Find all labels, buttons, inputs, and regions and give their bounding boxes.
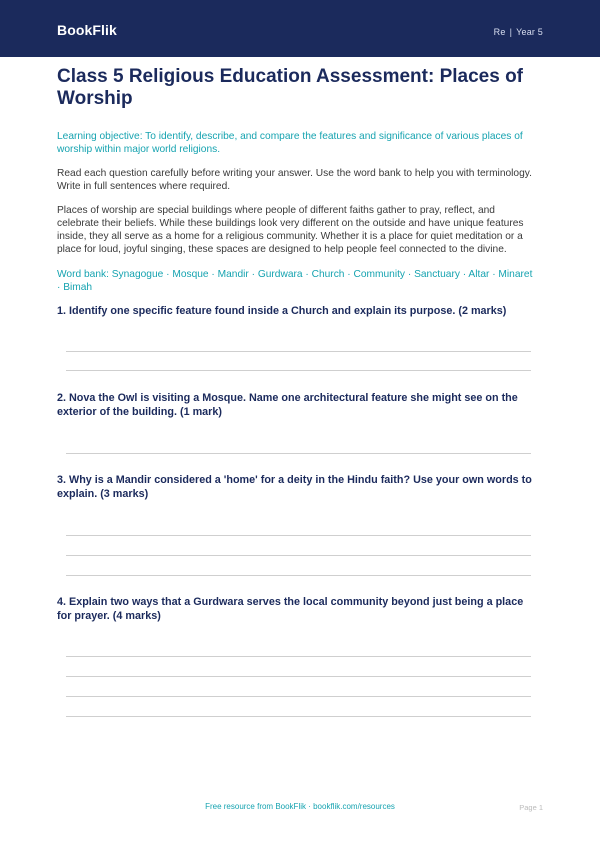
- answer-line[interactable]: [66, 370, 531, 371]
- answer-line[interactable]: [66, 351, 531, 352]
- subject-label: Re: [493, 27, 506, 37]
- answer-line[interactable]: [66, 575, 531, 576]
- question-text: 1. Identify one specific feature found inside a Church and explain its purpose. (2 marks): [57, 305, 507, 317]
- intro-section: [57, 66, 533, 294]
- question-text: 3. Why is a Mandir considered a 'home' for a deity in the Hindu faith? Use your own words to explain. (3 marks): [57, 474, 532, 500]
- question-2: [57, 391, 533, 419]
- intro-paragraph: Places of worship are special buildings where people of different faiths gather to pray, reflect, and celebrate their beliefs. While these buildings look very different on the outside and have unique features inside, they all serve as a home for a religious community. Whether it is a place for quiet meditation or a place for loud, joyful singing, these spaces are designed to help people feel connected to the divine.: [57, 205, 524, 255]
- answer-line[interactable]: [66, 555, 531, 556]
- brand-logo: BookFlik: [57, 22, 117, 38]
- instructions-text: Read each question carefully before writing your answer. Use the word bank to help you with terminology. Write in full sentences where required.: [57, 168, 532, 192]
- page-title: Class 5 Religious Education Assessment: Places of Worship: [57, 66, 524, 109]
- question-text: 4. Explain two ways that a Gurdwara serves the local community beyond just being a place for prayer. (4 marks): [57, 596, 524, 622]
- learning-objective: Learning objective: To identify, describe, and compare the features and significance of various places of worship within major world religions.: [57, 131, 523, 155]
- question-4: [57, 595, 533, 623]
- answer-line[interactable]: [66, 716, 531, 717]
- question-text: 2. Nova the Owl is visiting a Mosque. Name one architectural feature she might see on the exterior of the building. (1 mark): [57, 392, 518, 418]
- year-label: Year 5: [516, 27, 543, 37]
- answer-line[interactable]: [66, 535, 531, 536]
- footer-text: Free resource from BookFlik · bookflik.com/resources: [205, 802, 395, 811]
- answer-line[interactable]: [66, 696, 531, 697]
- page-number: Page 1: [519, 803, 543, 812]
- answer-line[interactable]: [66, 656, 531, 657]
- meta-separator: |: [509, 27, 513, 37]
- page-header: [0, 0, 600, 57]
- header-meta: [494, 27, 543, 37]
- answer-line[interactable]: [66, 676, 531, 677]
- question-1: [57, 304, 533, 318]
- word-bank: Word bank: Synagogue · Mosque · Mandir · Gurdwara · Church · Community · Sanctuary · Altar · Minaret · Bimah: [57, 269, 533, 293]
- answer-line[interactable]: [66, 453, 531, 454]
- question-3: [57, 473, 533, 501]
